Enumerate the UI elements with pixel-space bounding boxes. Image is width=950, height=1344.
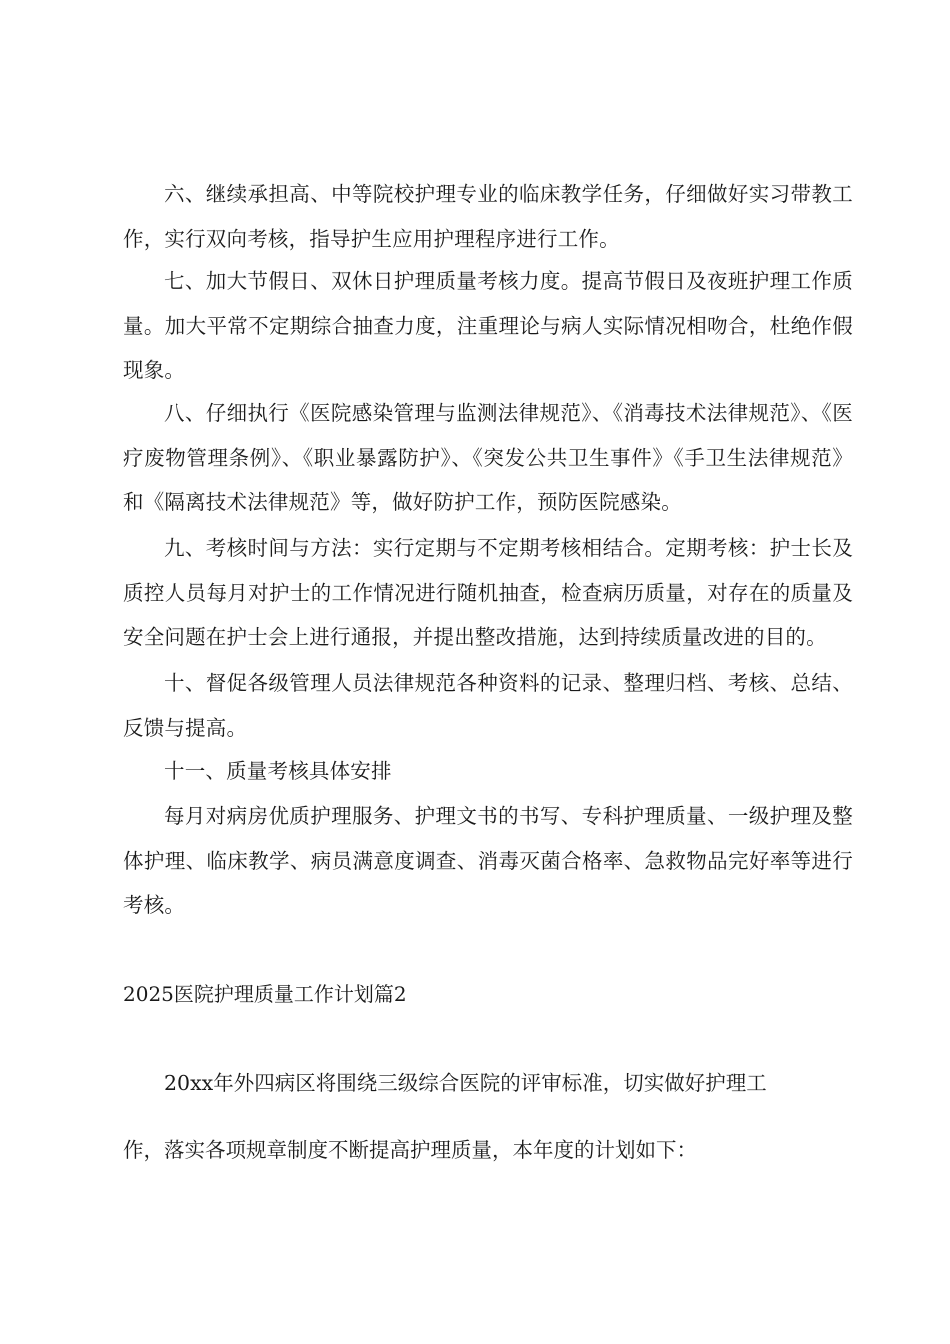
paragraph-item-7: 七、加大节假日、双休日护理质量考核力度。提高节假日及夜班护理工作质量。加大平常不定期综合抽查力度，注重理论与病人实际情况相吻合，杜绝作假现象。	[123, 269, 853, 382]
intro-line-1: 20xx年外四病区将围绕三级综合医院的评审标准，切实做好护理工	[164, 1071, 767, 1095]
paragraph-item-6: 六、继续承担高、中等院校护理专业的临床教学任务，仔细做好实习带教工作，实行双向考核，指导护生应用护理程序进行工作。	[123, 182, 853, 251]
paragraph-item-11: 十一、质量考核具体安排	[164, 759, 392, 783]
intro-line-2: 作，落实各项规章制度不断提高护理质量，本年度的计划如下：	[123, 1138, 697, 1162]
paragraph-item-8: 八、仔细执行《医院感染管理与监测法律规范》、《消毒技术法律规范》、《医疗废物管理条例》、《职业暴露防护》、《突发公共卫生事件》《手卫生法律规范》和《隔离技术法律规范》等，做好防护工作，预防医院感染。	[123, 401, 853, 514]
section-title: 2025医院护理质量工作计划篇2	[123, 982, 407, 1006]
paragraph-item-9: 九、考核时间与方法：实行定期与不定期考核相结合。定期考核：护士长及质控人员每月对护士的工作情况进行随机抽查，检查病历质量，对存在的质量及安全问题在护士会上进行通报，并提出整改措施，达到持续质量改进的目的。	[123, 536, 853, 649]
paragraph-item-10: 十、督促各级管理人员法律规范各种资料的记录、整理归档、考核、总结、反馈与提高。	[123, 671, 853, 740]
paragraph-monthly-assessment: 每月对病房优质护理服务、护理文书的书写、专科护理质量、一级护理及整体护理、临床教学、病员满意度调查、消毒灭菌合格率、急救物品完好率等进行考核。	[123, 804, 853, 917]
